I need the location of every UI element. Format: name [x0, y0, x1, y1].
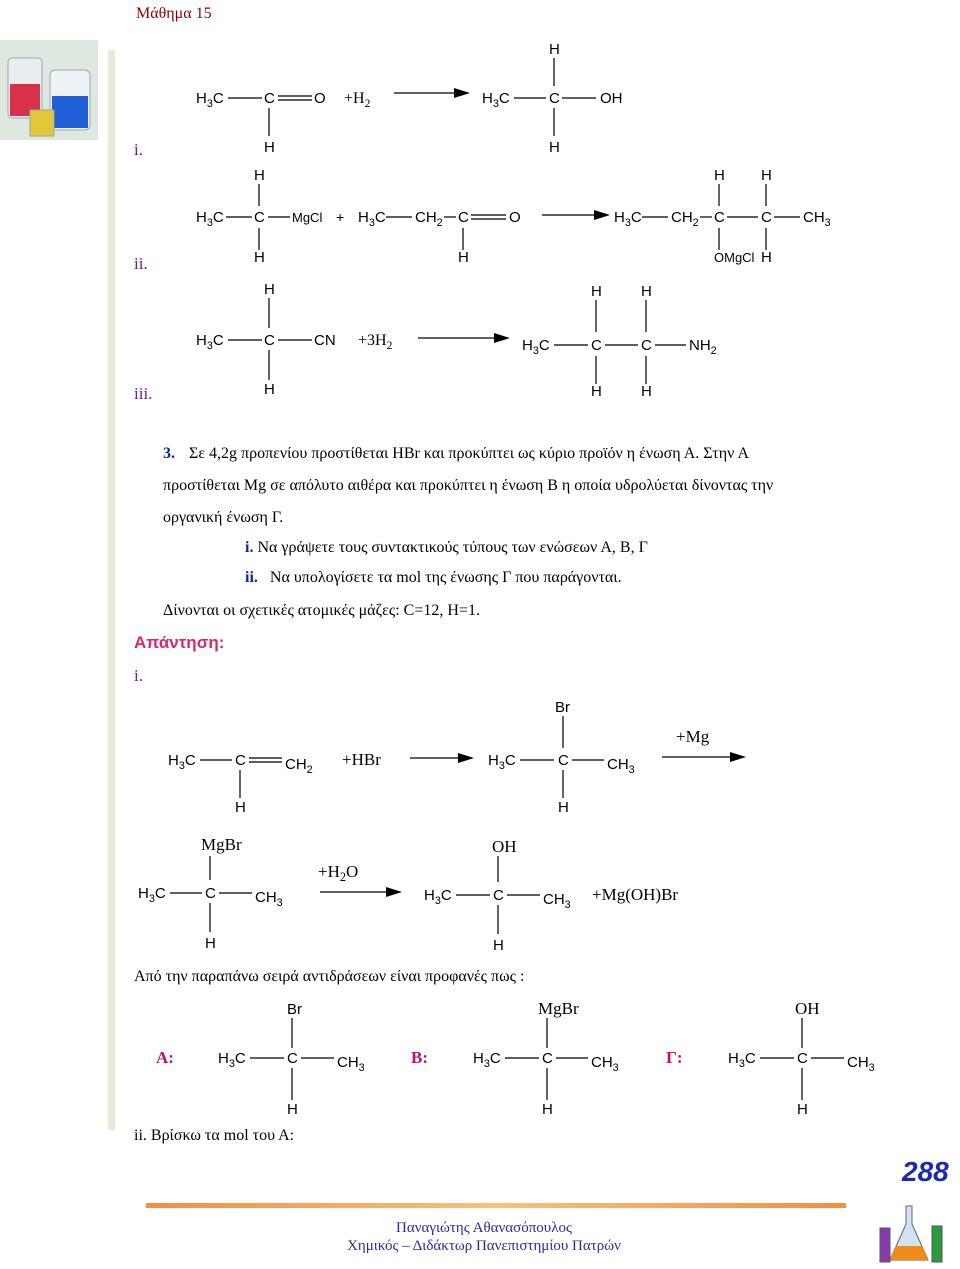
- atom-label: H: [797, 1101, 808, 1118]
- atom-label: H: [549, 139, 560, 156]
- atom-label: H: [493, 937, 504, 954]
- atom-label: OH: [492, 837, 517, 856]
- problem-line-2: προστίθεται Mg σε απόλυτο αιθέρα και προκύπτει η ένωση Β η οποία υδρολύεται δίνοντας την: [163, 477, 774, 494]
- atom-label: C: [493, 887, 504, 904]
- atom-label: H: [264, 139, 275, 156]
- atom-label: Br: [287, 1001, 302, 1018]
- answer-part-ii: ii. Βρίσκω τα mol του Α:: [134, 1127, 295, 1144]
- answer-part-i-label: i.: [134, 666, 143, 685]
- arrow-head: [454, 88, 470, 98]
- atom-label: $H_3C$: [168, 752, 196, 772]
- question-2-label: ii.: [245, 569, 258, 586]
- atom-label: $CH_2$: [671, 209, 699, 229]
- atom-label: $CH_3$: [803, 209, 831, 229]
- compound-A-label: Α:: [156, 1048, 174, 1067]
- atom-label: C: [549, 90, 560, 107]
- atom-label: +HBr: [342, 750, 381, 769]
- arrow-head: [494, 333, 510, 343]
- atom-label: H: [549, 41, 560, 58]
- atom-label: $H_3C$: [522, 337, 550, 357]
- atom-label: $NH_2$: [689, 337, 717, 357]
- atom-label: H: [205, 935, 216, 952]
- footer-affiliation: Χημικός – Διδάκτωρ Πανεπιστημίου Πατρών: [347, 1238, 621, 1254]
- atom-label: Br: [555, 699, 570, 716]
- given-masses: Δίνονται οι σχετικές ατομικές μάζες: C=12, H=1.: [163, 602, 480, 619]
- atom-label: $H_3C$: [488, 752, 516, 772]
- atom-label: $H_3C$: [196, 209, 224, 229]
- atom-label: $H_3C$: [196, 90, 224, 110]
- atom-label: C: [641, 337, 652, 354]
- atom-label: C: [591, 337, 602, 354]
- question-2-text: Να υπολογίσετε τα mol της ένωσης Γ που παράγονται.: [269, 569, 622, 586]
- question-1-label: i.: [245, 539, 254, 556]
- atom-label: C: [205, 885, 216, 902]
- question-1-text: Να γράψετε τους συντακτικούς τύπους των ενώσεων Α, Β, Γ: [257, 539, 648, 556]
- reaction-label-i: i.: [134, 140, 143, 159]
- atom-label: $H_3C$: [482, 90, 510, 110]
- atom-label: H: [264, 281, 275, 298]
- arrow-head: [458, 753, 474, 763]
- atom-label: $H_3C$: [358, 209, 386, 229]
- atom-label: C: [235, 752, 246, 769]
- atom-label: O: [314, 90, 326, 107]
- atom-label: +Mg(OH)Br: [592, 885, 679, 904]
- atom-label: $+H_2O$: [318, 862, 359, 884]
- atom-label: C: [558, 752, 569, 769]
- atom-label: $H_3C$: [138, 885, 166, 905]
- atom-label: H: [714, 167, 725, 184]
- atom-label: C: [714, 209, 725, 226]
- atom-label: H: [542, 1101, 553, 1118]
- atom-label: H: [641, 283, 652, 300]
- atom-label: OH: [795, 999, 820, 1018]
- atom-label: $H_3C$: [614, 209, 642, 229]
- page-number: 288: [902, 1156, 949, 1187]
- atom-label: $H_3C$: [473, 1050, 501, 1070]
- arrow-head: [386, 887, 402, 897]
- atom-label: +Mg: [676, 727, 710, 746]
- atom-label: $CH_3$: [607, 756, 635, 776]
- atom-label: $H_3C$: [728, 1050, 756, 1070]
- atom-label: MgBr: [201, 835, 242, 854]
- problem-line-1: Σε 4,2g προπενίου προστίθεται HBr και προκύπτει ως κύριο προϊόν η ένωση Α. Στην Α: [189, 445, 749, 462]
- atom-label: $CH_2$: [285, 756, 313, 776]
- reaction-label-ii: ii.: [134, 254, 148, 273]
- atom-label: C: [542, 1050, 553, 1067]
- problem-number: 3.: [163, 445, 175, 462]
- atom-label: $CH_3$: [591, 1054, 619, 1074]
- atom-label: C: [264, 332, 275, 349]
- atom-label: +: [336, 209, 345, 225]
- atom-label: OH: [600, 90, 623, 107]
- atom-label: C: [264, 90, 275, 107]
- atom-label: H: [761, 249, 772, 266]
- atom-label: C: [287, 1050, 298, 1067]
- atom-label: $CH_2$: [415, 209, 443, 229]
- arrow-head: [594, 210, 610, 220]
- atom-label: H: [761, 167, 772, 184]
- atom-label: CN: [314, 332, 336, 349]
- answer-conclusion: Από την παραπάνω σειρά αντιδράσεων είναι προφανές πως :: [134, 968, 525, 985]
- arrow-head: [730, 752, 746, 762]
- atom-label: H: [235, 799, 246, 816]
- atom-label: $CH_3$: [337, 1054, 365, 1074]
- atom-label: H: [558, 799, 569, 816]
- atom-label: H: [641, 383, 652, 400]
- atom-label: $+H_2$: [344, 90, 371, 110]
- atom-label: C: [254, 209, 265, 226]
- problem-line-3: οργανική ένωση Γ.: [163, 509, 284, 526]
- reaction-label-iii: iii.: [134, 384, 153, 403]
- atom-label: H: [264, 381, 275, 398]
- atom-label: $CH_3$: [847, 1054, 875, 1074]
- atom-label: $CH_3$: [255, 889, 283, 909]
- atom-label: $H_3C$: [218, 1050, 246, 1070]
- answer-heading: Απάντηση:: [134, 633, 225, 652]
- atom-label: OMgCl: [714, 250, 755, 265]
- atom-label: C: [797, 1050, 808, 1067]
- atom-label: MgCl: [292, 210, 323, 225]
- compound-G-label: Γ:: [666, 1048, 683, 1067]
- atom-label: $H_3C$: [196, 332, 224, 352]
- atom-label: C: [458, 209, 469, 226]
- atom-label: $H_3C$: [424, 887, 452, 907]
- compound-B-label: Β:: [411, 1048, 428, 1067]
- atom-label: H: [254, 167, 265, 184]
- atom-label: H: [254, 249, 265, 266]
- atom-label: C: [761, 209, 772, 226]
- atom-label: H: [591, 283, 602, 300]
- page-header-title: Μάθημα 15: [136, 5, 212, 22]
- atom-label: MgBr: [538, 999, 579, 1018]
- atom-label: H: [591, 383, 602, 400]
- footer-author: Παναγιώτης Αθανασόπουλος: [396, 1220, 572, 1236]
- atom-label: H: [458, 249, 469, 266]
- atom-label: $+3H_2$: [358, 332, 393, 352]
- atom-label: $CH_3$: [543, 891, 571, 911]
- atom-label: O: [509, 209, 521, 226]
- atom-label: H: [287, 1101, 298, 1118]
